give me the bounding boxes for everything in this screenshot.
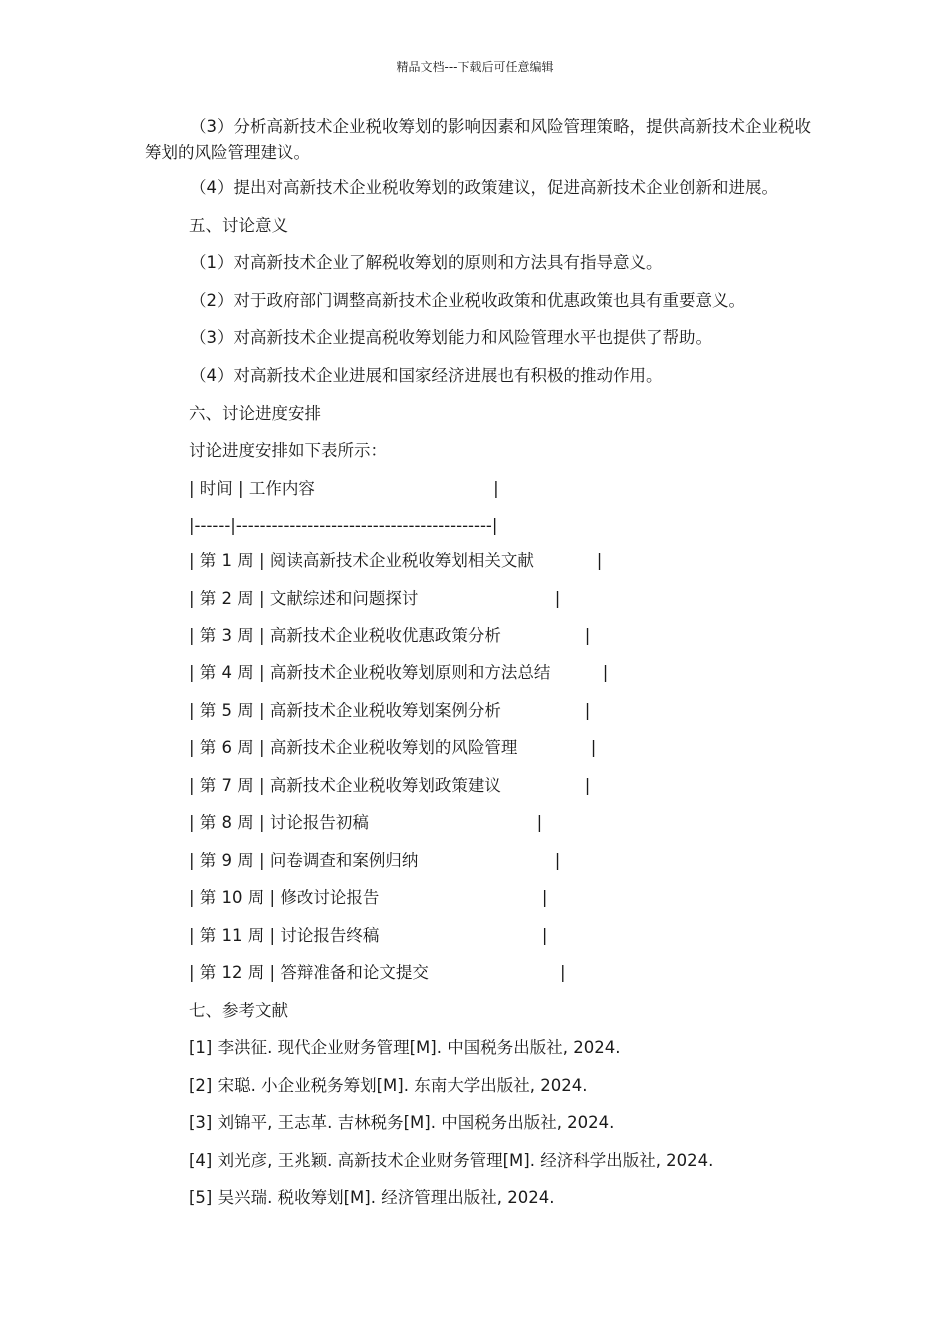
schedule-intro: 讨论进度安排如下表所示： [189, 441, 387, 460]
schedule-table-line: | 第 5 周 | 高新技术企业税收筹划案例分析 | [189, 701, 591, 720]
section-5-heading: 五、讨论意义 [189, 216, 288, 235]
schedule-table-line: |------|-------------------------------------------| [189, 516, 498, 535]
significance-item: （1）对高新技术企业了解税收筹划的原则和方法具有指导意义。 [190, 253, 663, 272]
significance-item: （2）对于政府部门调整高新技术企业税收政策和优惠政策也具有重要意义。 [190, 291, 745, 310]
schedule-table-line: | 第 2 周 | 文献综述和问题探讨 | [189, 589, 561, 608]
schedule-table-line: | 时间 | 工作内容 | [189, 479, 499, 498]
schedule-table-line: | 第 10 周 | 修改讨论报告 | [189, 888, 548, 907]
schedule-table-line: | 第 9 周 | 问卷调查和案例归纳 | [189, 851, 561, 870]
reference-item: [5] 吴兴瑞. 税收筹划[M]. 经济管理出版社, 2024. [189, 1188, 555, 1207]
schedule-table-line: | 第 7 周 | 高新技术企业税收筹划政策建议 | [189, 776, 591, 795]
reference-item: [3] 刘锦平, 王志革. 吉林税务[M]. 中国税务出版社, 2024. [189, 1113, 615, 1132]
schedule-table-line: | 第 3 周 | 高新技术企业税收优惠政策分析 | [189, 626, 591, 645]
objective-3-paragraph: （3）分析高新技术企业税收筹划的影响因素和风险管理策略，提供高新技术企业税收筹划的风险管理建议。 [145, 117, 811, 162]
schedule-table-line: | 第 11 周 | 讨论报告终稿 | [189, 926, 548, 945]
reference-item: [4] 刘光彦, 王兆颖. 高新技术企业财务管理[M]. 经济科学出版社, 2024. [189, 1151, 714, 1170]
schedule-table-line: | 第 6 周 | 高新技术企业税收筹划的风险管理 | [189, 738, 597, 757]
objective-4-paragraph: （4）提出对高新技术企业税收筹划的政策建议，促进高新技术企业创新和进展。 [190, 178, 778, 197]
page-header: 精品文档---下载后可任意编辑 [396, 60, 554, 74]
section-7-heading: 七、参考文献 [189, 1001, 288, 1020]
schedule-table-line: | 第 8 周 | 讨论报告初稿 | [189, 813, 543, 832]
schedule-table-line: | 第 12 周 | 答辩准备和论文提交 | [189, 963, 566, 982]
significance-item: （4）对高新技术企业进展和国家经济进展也有积极的推动作用。 [190, 366, 663, 385]
reference-item: [1] 李洪征. 现代企业财务管理[M]. 中国税务出版社, 2024. [189, 1038, 621, 1057]
section-6-heading: 六、讨论进度安排 [189, 404, 321, 423]
schedule-table-line: | 第 4 周 | 高新技术企业税收筹划原则和方法总结 | [189, 663, 609, 682]
reference-item: [2] 宋聪. 小企业税务筹划[M]. 东南大学出版社, 2024. [189, 1076, 588, 1095]
significance-item: （3）对高新技术企业提高税收筹划能力和风险管理水平也提供了帮助。 [190, 328, 712, 347]
schedule-table-line: | 第 1 周 | 阅读高新技术企业税收筹划相关文献 | [189, 551, 603, 570]
